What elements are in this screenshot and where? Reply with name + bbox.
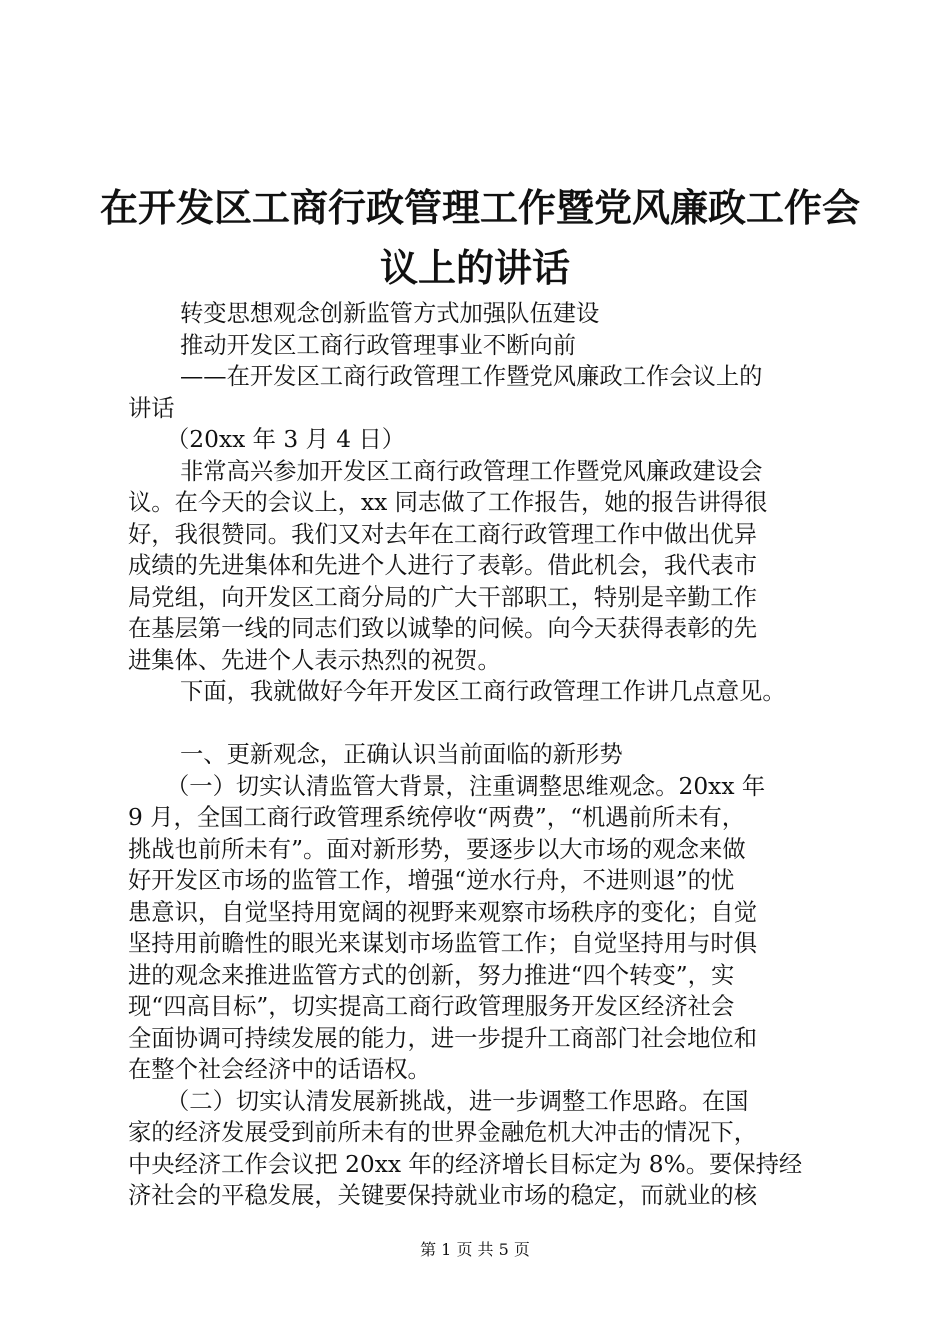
paragraph-line: 中央经济工作会议把 20xx 年的经济增长目标定为 8%。要保持经: [128, 1150, 803, 1178]
paragraph-line: 局党组，向开发区工商分局的广大干部职工，特别是辛勤工作: [128, 583, 758, 611]
date-line: （20xx 年 3 月 4 日）: [166, 426, 406, 453]
page-number-footer: 第 1 页 共 5 页: [420, 1240, 530, 1259]
document-body: [128, 298, 828, 1212]
paragraph-line: 议。在今天的会议上，xx 同志做了工作报告，她的报告讲得很: [128, 489, 768, 516]
paragraph-line: 在基层第一线的同志们致以诚挚的问候。向今天获得表彰的先: [128, 615, 758, 642]
paragraph-line: 好，我很赞同。我们又对去年在工商行政管理工作中做出优异: [128, 520, 758, 548]
paragraph-line: 挑战也前所未有”。面对新形势，要逐步以大市场的观念来做: [128, 835, 746, 863]
paragraph-line: 成绩的先进集体和先进个人进行了表彰。借此机会，我代表市: [128, 552, 758, 579]
blank-line: [128, 708, 828, 740]
subtitle-line: 推动开发区工商行政管理事业不断向前: [180, 331, 577, 359]
paragraph-line: 现“四高目标”，切实提高工商行政管理服务开发区经济社会: [128, 993, 735, 1020]
paragraph-line: 在整个社会经济中的话语权。: [128, 1056, 431, 1083]
paragraph-line: 坚持用前瞻性的眼光来谋划市场监管工作；自觉坚持用与时俱: [128, 930, 758, 957]
document-title-line-1: 在开发区工商行政管理工作暨党风廉政工作会: [100, 185, 861, 230]
paragraph-line: 济社会的平稳发展，关键要保持就业市场的稳定，而就业的核: [128, 1182, 758, 1209]
paragraph-line: 下面，我就做好今年开发区工商行政管理工作讲几点意见。: [180, 678, 786, 705]
paragraph-line: 进集体、先进个人表示热烈的祝贺。: [128, 646, 501, 674]
paragraph-line: 进的观念来推进监管方式的创新，努力推进“四个转变”，实: [128, 961, 735, 989]
paragraph-line: 患意识，自觉坚持用宽阔的视野来观察市场秩序的变化；自觉: [128, 898, 758, 926]
document-title-line-2: 议上的讲话: [379, 245, 570, 290]
section-heading: 一、更新观念，正确认识当前面临的新形势: [180, 741, 623, 768]
paragraph-line: 家的经济发展受到前所未有的世界金融危机大冲击的情况下，: [128, 1119, 758, 1146]
paragraph-line: （二）切实认清发展新挑战，进一步调整工作思路。在国: [166, 1087, 749, 1115]
paragraph-line: 好开发区市场的监管工作，增强“逆水行舟，不进则退”的忧: [128, 867, 735, 894]
paragraph-line: 非常高兴参加开发区工商行政管理工作暨党风廉政建设会: [180, 457, 763, 485]
paragraph-line: （一）切实认清监管大背景，注重调整思维观念。20xx 年: [166, 772, 766, 800]
subtitle-line: ——在开发区工商行政管理工作暨党风廉政工作会议上的: [180, 363, 763, 390]
paragraph-line: 9 月，全国工商行政管理系统停收“两费”，“机遇前所未有，: [128, 804, 746, 831]
paragraph-line: 全面协调可持续发展的能力，进一步提升工商部门社会地位和: [128, 1024, 758, 1052]
subtitle-line: 讲话: [128, 394, 175, 422]
subtitle-line: 转变思想观念创新监管方式加强队伍建设: [180, 300, 600, 327]
